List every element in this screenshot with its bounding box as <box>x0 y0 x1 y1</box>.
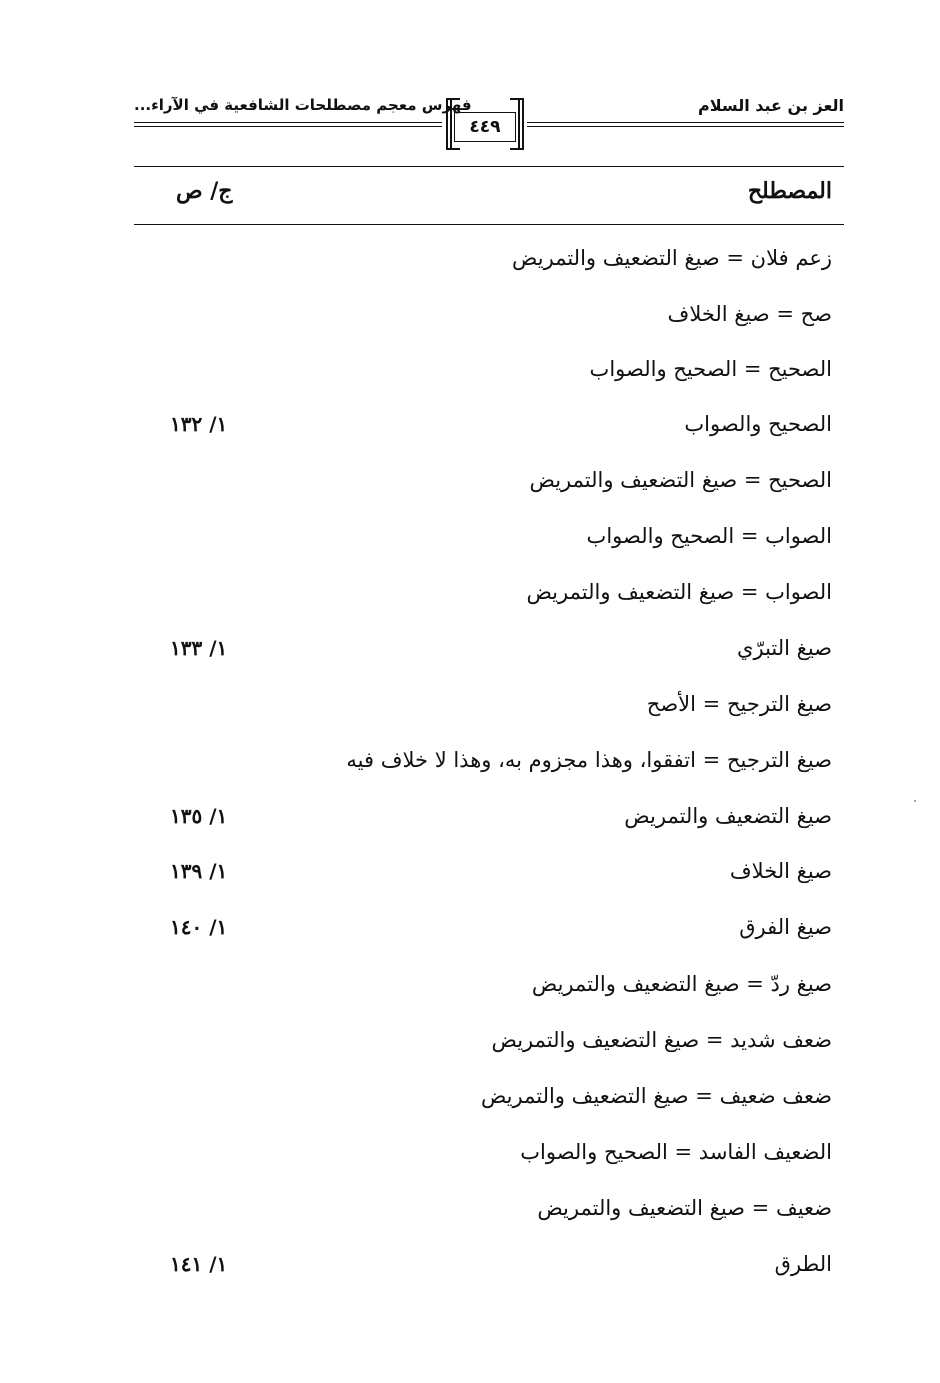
entry-term: صيغ الخلاف <box>729 859 832 883</box>
index-entry <box>134 742 844 782</box>
column-heading-reference: ج/ ص <box>176 178 233 204</box>
header-rule <box>527 122 844 123</box>
page-number: ٤٤٩ <box>454 112 516 142</box>
header-author: العز بن عبد السلام <box>698 96 844 115</box>
entry-term: صيغ ردّ = صيغ التضعيف والتمريض <box>531 972 832 996</box>
index-entry <box>134 574 844 614</box>
entry-term: ضعف ضعيف = صيغ التضعيف والتمريض <box>480 1084 832 1108</box>
index-entry <box>134 240 844 280</box>
index-entry <box>134 1134 844 1174</box>
index-entry <box>134 1022 844 1062</box>
entry-reference: ١/ ١٤٠ <box>170 915 228 939</box>
header-rule <box>527 126 844 127</box>
index-entry <box>134 296 844 336</box>
frame-ornament <box>446 98 452 150</box>
entry-term: زعم فلان = صيغ التضعيف والتمريض <box>512 246 832 270</box>
entry-term: صيغ الترجيح = اتفقوا، وهذا مجزوم به، وهذا لا خلاف فيه <box>346 748 832 772</box>
entry-reference: ١/ ١٣٥ <box>170 804 228 828</box>
index-entry <box>134 462 844 502</box>
index-entry <box>134 630 844 670</box>
index-entry <box>134 351 844 391</box>
entry-term: الصحيح = الصحيح والصواب <box>589 357 832 381</box>
divider <box>134 166 844 167</box>
index-entry <box>134 853 844 893</box>
header-rule <box>134 126 442 127</box>
entry-reference: ١/ ١٣٩ <box>170 859 228 883</box>
entry-term: الطرق <box>774 1252 832 1276</box>
entry-term: صيغ الفرق <box>739 915 832 939</box>
entry-reference: ١/ ١٣٢ <box>170 412 228 436</box>
entry-term: ضعيف = صيغ التضعيف والتمريض <box>537 1196 832 1220</box>
entry-term: صيغ التبرّي <box>737 636 832 660</box>
frame-ornament <box>446 148 460 150</box>
header-section-title: فهرس معجم مصطلحات الشافعية في الآراء... <box>134 96 472 114</box>
index-entry <box>134 686 844 726</box>
frame-ornament <box>518 98 524 150</box>
entry-reference: ١/ ١٣٣ <box>170 636 228 660</box>
index-entry <box>134 1246 844 1286</box>
index-entry <box>134 518 844 558</box>
entry-term: الصحيح = صيغ التضعيف والتمريض <box>529 468 832 492</box>
index-entry <box>134 966 844 1006</box>
entry-term: ضعف شديد = صيغ التضعيف والتمريض <box>491 1028 832 1052</box>
frame-ornament <box>510 148 524 150</box>
running-header <box>134 88 844 163</box>
column-heading-term: المصطلح <box>747 178 832 204</box>
entry-term: صيغ الترجيح = الأصح <box>646 692 832 716</box>
entry-term: صيغ التضعيف والتمريض <box>624 804 832 828</box>
entry-term: الصواب = الصحيح والصواب <box>586 524 832 548</box>
entry-term: الصواب = صيغ التضعيف والتمريض <box>526 580 832 604</box>
entry-term: الضعيف الفاسد = الصحيح والصواب <box>520 1140 832 1164</box>
entry-term: الصحيح والصواب <box>684 412 832 436</box>
index-entry <box>134 1078 844 1118</box>
scan-speck <box>914 800 916 802</box>
entry-reference: ١/ ١٤١ <box>170 1252 228 1276</box>
index-entry <box>134 909 844 949</box>
page-number-frame <box>446 98 524 150</box>
entry-term: صح = صيغ الخلاف <box>667 302 832 326</box>
index-entry <box>134 406 844 446</box>
index-entry <box>134 798 844 838</box>
index-entry <box>134 1190 844 1230</box>
frame-ornament <box>446 98 460 100</box>
divider <box>134 224 844 225</box>
frame-ornament <box>510 98 524 100</box>
header-rule <box>134 122 442 123</box>
